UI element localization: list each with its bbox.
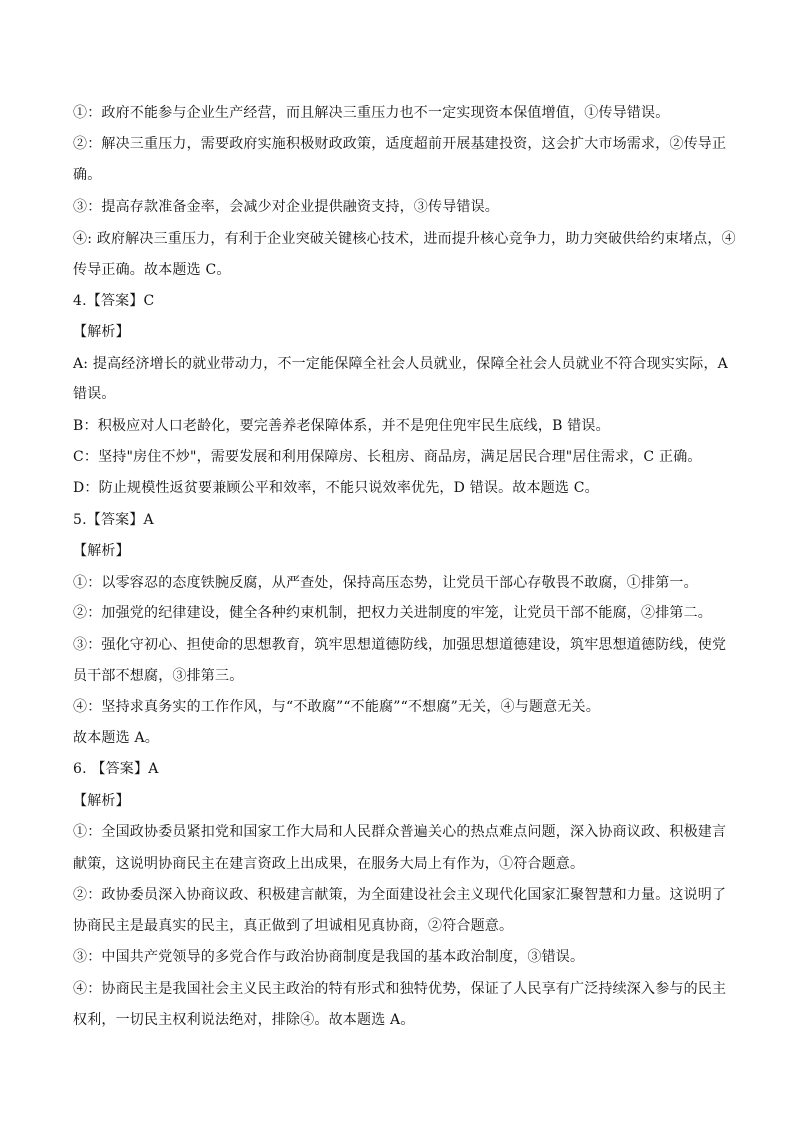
- text-line: C：坚持"房住不炒"，需要发展和利用保障房、长租房、商品房，满足居民合理"居住需求，C 正确。: [73, 449, 702, 465]
- text-line: ④: 政府解决三重压力，有利于企业突破关键核心技术，进而提升核心竞争力，助力突破供给约束堵点，④: [73, 231, 736, 247]
- text-line: 故本题选 A。: [73, 730, 159, 746]
- text-line: ②：政协委员深入协商议政、积极建言献策，为全面建设社会主义现代化国家汇聚智慧和力量。这说明了: [73, 887, 727, 903]
- analysis-heading: 【解析】: [73, 543, 130, 559]
- text-line: 协商民主是最真实的民主，真正做到了坦诚相见真协商，②符合题意。: [73, 918, 514, 934]
- text-line: A: 提高经济增长的就业带动力，不一定能保障全社会人员就业，保障全社会人员就业不符合现实实际，A: [73, 356, 728, 372]
- text-line: 传导正确。故本题选 C。: [73, 262, 231, 278]
- text-line: ②：加强党的纪律建设，健全各种约束机制，把权力关进制度的牢笼，让党员干部不能腐，②排第二。: [73, 605, 712, 621]
- analysis-heading: 【解析】: [73, 324, 130, 340]
- text-line: D：防止规模性返贫要兼顾公平和效率，不能只说效率优先，D 错误。故本题选 C。: [73, 480, 599, 496]
- text-line: ④：坚持求真务实的工作作风，与“不敢腐”“不能腐”“不想腐”无关，④与题意无关。: [73, 699, 600, 715]
- text-line: 员干部不想腐，③排第三。: [73, 668, 244, 684]
- question-answer-4: 4.【答案】C: [73, 293, 155, 309]
- text-line: 权利，一切民主权利说法绝对，排除④。故本题选 A。: [73, 1012, 415, 1028]
- question-answer-6: 6. 【答案】A: [73, 761, 159, 777]
- analysis-heading: 【解析】: [73, 793, 130, 809]
- text-line: ①：以零容忍的态度铁腕反腐，从严查处，保持高压态势，让党员干部心存敬畏不敢腐，①排第一。: [73, 575, 698, 591]
- text-line: 确。: [73, 167, 102, 183]
- text-line: B：积极应对人口老龄化，要完善养老保障体系，并不是兜住兜牢民生底线，B 错误。: [73, 418, 610, 434]
- text-line: ②：解决三重压力，需要政府实施积极财政政策，适度超前开展基建投资，这会扩大市场需求，②传导正: [73, 136, 727, 152]
- text-line: ③：中国共产党领导的多党合作与政治协商制度是我国的基本政治制度，③错误。: [73, 949, 585, 965]
- text-line: ①：政府不能参与企业生产经营，而且解决三重压力也不一定实现资本保值增值，①传导错误。: [73, 105, 670, 121]
- text-line: ①：全国政协委员紧扣党和国家工作大局和人民群众普遍关心的热点难点问题，深入协商议政、积极建言: [73, 824, 727, 840]
- text-line: ④：协商民主是我国社会主义民主政治的特有形式和独特优势，保证了人民享有广泛持续深入参与的民主: [73, 981, 727, 997]
- text-line: ③：提高存款准备金率，会减少对企业提供融资支持，③传导错误。: [73, 199, 499, 215]
- text-line: 错误。: [73, 386, 116, 402]
- question-answer-5: 5.【答案】A: [73, 512, 154, 528]
- text-line: ③：强化守初心、担使命的思想教育，筑牢思想道德防线，加强思想道德建设，筑牢思想道德防线，使党: [73, 637, 727, 653]
- text-line: 献策，这说明协商民主在建言资政上出成果，在服务大局上有作为，①符合题意。: [73, 856, 585, 872]
